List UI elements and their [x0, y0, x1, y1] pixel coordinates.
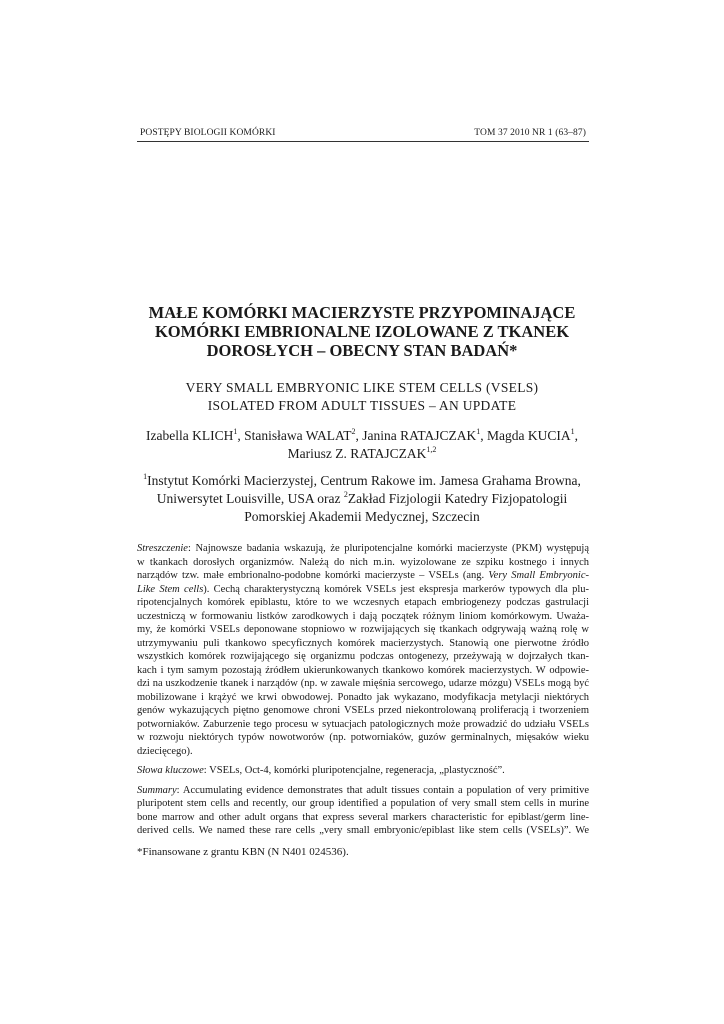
author-name: Magda KUCIA: [487, 428, 571, 443]
author-name: Izabella KLICH: [145, 428, 234, 443]
author-name: Stanisława WALAT: [244, 428, 352, 443]
text-line: w tkankach dorosłych organizmów. Należą do nich m.in. wyizolowane ze szpiku kostnego i innych: [137, 556, 589, 568]
text-line: ripotencjalnych komórek epiblastu, które to we wczesnych etapach embriogenezy podczas gastrulacji: [137, 597, 589, 608]
author-affil-mark: 1: [570, 427, 575, 436]
subtitle-line: VERY SMALL EMBRYONIC LIKE STEM CELLS (VSELS): [185, 380, 539, 395]
author-line: [120, 445, 604, 463]
header-rule: [137, 141, 589, 142]
text-line: my, że komórki VSELs deponowane stopniowo w rozwijających się tkankach odgrywają ważną rolę w: [137, 624, 589, 635]
text-line: utrzymywaniu puli tkankowo specyficznych komórek macierzystych. Stanowią one pierwotne źródło: [137, 637, 589, 649]
text-line: Streszczenie: Najnowsze badania wskazują, że pluripotencjalne komórki macierzyste (PKM) występują: [137, 543, 589, 554]
author-affil-mark: 2: [351, 427, 356, 436]
volume-info: TOM 37 2010 NR 1 (63–87): [474, 128, 586, 138]
text-line: Słowa kluczowe: VSELs, Oct-4, komórki pluripotencjalne, regeneracja, „plastyczność”.: [137, 765, 505, 776]
summary-label: Summary: [137, 784, 177, 796]
affiliation-line: $^1$Instytut Komórki Macierzystej, Centrum Rakowe im. Jamesa Grahama Browna,: [143, 472, 581, 488]
text-line: dzi na uszkodzenie tkanek i narządów (np. w zawale mięśnia sercowego, udarze mózgu) VSELs mogą być: [137, 678, 589, 689]
streszczenie-paragraph: [137, 542, 589, 758]
title-line: MAŁE KOMÓRKI MACIERZYSTE PRZYPOMINAJĄCE: [148, 303, 576, 322]
title-line: DOROSŁYCH – OBECNY STAN BADAŃ*: [206, 341, 518, 360]
affiliations: [120, 472, 604, 526]
text-line: narządów tzw. małe embrionalno-podobne komórki macierzyste – VSELs (ang. Very Small Embryonic-: [137, 570, 589, 581]
text-line: Summary: Accumulating evidence demonstrates that adult tissues contain a population of very primitive: [137, 784, 589, 796]
article-title-pl: [120, 303, 604, 360]
text-line: mobilizowane i krążyć we krwi obwodowej. Ponadto jak wykazano, modyfikacja metylacji niektórych: [137, 691, 589, 703]
text-line: bone marrow and other adult organs that express several markers characteristic for epiblast/germ line-: [137, 811, 589, 823]
text-line: potworniaków. Zaburzenie tego procesu w sytuacjach patologicznych może prowadzić do udziału VSELs: [137, 718, 589, 730]
text-line: w rozwoju niektórych typów nowotworów (np. potworniaków, guzów germinalnych, mięsaków wieku: [137, 732, 589, 743]
author-line: Izabella KLICH$^1$, Stanisława WALAT$^2$, Janina RATAJCZAK$^1$, Magda KUCIA$^1$,: [145, 427, 578, 443]
keywords-label: Słowa kluczowe: [137, 765, 204, 776]
journal-name: POSTĘPY BIOLOGII KOMÓRKI: [140, 128, 276, 138]
author-affil-mark: 1: [233, 427, 238, 436]
author-name: Janina RATAJCZAK: [362, 428, 477, 443]
text-line: Like Stem cells). Cechą charakterystyczną komórek VSELs jest ekspresja markerów typowych dla plu-: [137, 583, 589, 595]
funding-footnote: *Finansowane z grantu KBN (N N401 024536).: [137, 846, 349, 858]
text-line: kach i tym samym pozostają źródłem ukierunkowanych tkankowo komórek macierzystych. W odpowie-: [137, 664, 589, 676]
text-line: wszystkich komórek rozwijającego się organizmu podczas ontogenezy, przeżywają w dojrzałych tkan-: [137, 651, 589, 662]
text-line: uczestniczą w formowaniu listków zarodkowych i dają początek różnym liniom komórkowym. Uważa-: [137, 610, 589, 622]
subtitle-line: ISOLATED FROM ADULT TISSUES – AN UPDATE: [207, 398, 517, 413]
author-name: Mariusz Z. RATAJCZAK: [287, 446, 427, 461]
text-line: genów wykazujących piętno genomowe chroni VSELs przed niekontrolowaną proliferacją i tworzeniem: [137, 705, 589, 716]
title-line: KOMÓRKI EMBRIONALNE IZOLOWANE Z TKANEK: [154, 322, 570, 341]
author-affil-mark: 1: [476, 427, 481, 436]
abstract-section: [137, 542, 589, 844]
text-line: dziecięcego).: [137, 745, 193, 757]
author-list: [120, 427, 604, 463]
affiliation-line: Pomorskiej Akademii Medycznej, Szczecin: [244, 509, 480, 524]
text-line: pluripotent stem cells and recently, our group identified a population of very small stem cells in murine: [137, 798, 589, 809]
streszczenie-label: Streszczenie: [137, 543, 188, 554]
article-title-en: [150, 379, 574, 415]
running-head: [140, 128, 586, 138]
summary-paragraph: [137, 784, 589, 838]
author-affil-mark: 1,2: [426, 445, 437, 454]
keywords-paragraph: [137, 764, 589, 778]
affiliation-line: Uniwersytet Louisville, USA oraz $^2$Zakład Fizjologii Katedry Fizjopatologii: [156, 490, 568, 506]
text-line: derived cells. We named these rare cells „very small embryonic/epiblast like stem cells (VSELs)”. We: [137, 825, 589, 836]
